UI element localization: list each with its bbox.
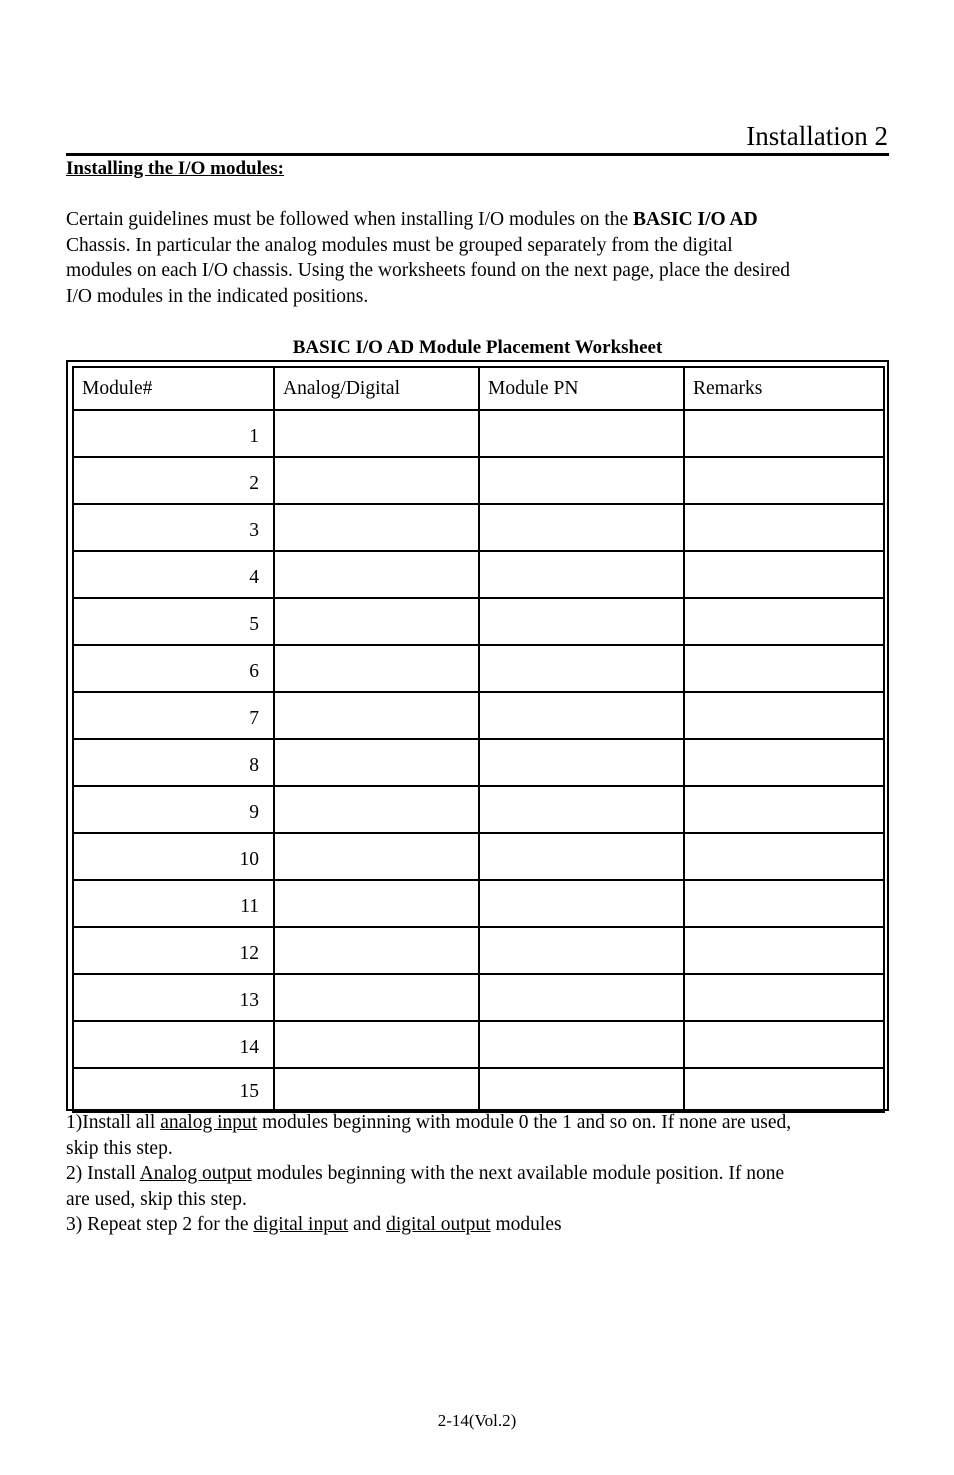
module-pn-cell[interactable] [479, 739, 684, 786]
analog-digital-cell[interactable] [274, 927, 479, 974]
module-number-cell: 13 [73, 974, 274, 1021]
step-1-line-2: skip this step. [66, 1137, 173, 1159]
table-row [73, 504, 884, 551]
remarks-cell[interactable] [684, 833, 884, 880]
analog-digital-cell[interactable] [274, 833, 479, 880]
underlined-term: analog input [160, 1112, 258, 1133]
module-number-cell: 14 [73, 1021, 274, 1068]
module-number-cell: 4 [73, 551, 274, 598]
module-number-cell: 6 [73, 645, 274, 692]
worksheet-frame [66, 360, 889, 1111]
table-row [73, 457, 884, 504]
analog-digital-cell[interactable] [274, 1068, 479, 1112]
analog-digital-cell[interactable] [274, 1021, 479, 1068]
analog-digital-cell[interactable] [274, 410, 479, 457]
remarks-cell[interactable] [684, 974, 884, 1021]
step-text: modules beginning with module 0 the 1 and so on. If none are used, [257, 1112, 792, 1133]
table-caption: BASIC I/O AD Module Placement Worksheet [292, 337, 663, 358]
module-pn-cell[interactable] [479, 974, 684, 1021]
analog-digital-cell[interactable] [274, 457, 479, 504]
analog-digital-cell[interactable] [274, 786, 479, 833]
module-pn-cell[interactable] [479, 1021, 684, 1068]
analog-digital-cell[interactable] [274, 645, 479, 692]
module-pn-cell[interactable] [479, 645, 684, 692]
remarks-cell[interactable] [684, 1021, 884, 1068]
remarks-cell[interactable] [684, 1068, 884, 1112]
module-pn-cell[interactable] [479, 833, 684, 880]
table-row [73, 410, 884, 457]
remarks-cell[interactable] [684, 692, 884, 739]
module-pn-cell[interactable] [479, 1068, 684, 1112]
table-row [73, 1068, 884, 1112]
remarks-cell[interactable] [684, 598, 884, 645]
section-heading: Installing the I/O modules: [66, 158, 285, 179]
module-number-cell: 12 [73, 927, 274, 974]
module-pn-cell[interactable] [479, 786, 684, 833]
module-number-cell: 3 [73, 504, 274, 551]
module-number-cell: 9 [73, 786, 274, 833]
underlined-term: digital output [386, 1214, 491, 1235]
analog-digital-cell[interactable] [274, 974, 479, 1021]
header-rule [66, 153, 889, 156]
step-2-line-1 [66, 1161, 896, 1187]
module-number-cell: 15 [73, 1068, 274, 1112]
analog-digital-cell[interactable] [274, 598, 479, 645]
intro-line-1 [66, 207, 896, 233]
intro-line-4: I/O modules in the indicated positions. [66, 285, 369, 307]
remarks-cell[interactable] [684, 927, 884, 974]
instructions [66, 1110, 896, 1238]
table-row [73, 1021, 884, 1068]
analog-digital-cell[interactable] [274, 504, 479, 551]
intro-line-2: Chassis. In particular the analog modules must be grouped separately from the digital [66, 234, 733, 256]
module-number-cell: 11 [73, 880, 274, 927]
remarks-cell[interactable] [684, 739, 884, 786]
module-number-cell: 2 [73, 457, 274, 504]
module-pn-cell[interactable] [479, 598, 684, 645]
intro-paragraph [66, 207, 896, 309]
module-pn-cell[interactable] [479, 880, 684, 927]
module-number-cell: 8 [73, 739, 274, 786]
module-pn-cell[interactable] [479, 410, 684, 457]
table-row [73, 551, 884, 598]
intro-text: Certain guidelines must be followed when installing I/O modules on the [66, 209, 634, 230]
step-text: 3) Repeat step 2 for the [66, 1214, 254, 1235]
remarks-cell[interactable] [684, 457, 884, 504]
page-number: 2-14(Vol.2) [437, 1411, 517, 1430]
module-number-cell: 1 [73, 410, 274, 457]
module-pn-cell[interactable] [479, 551, 684, 598]
table-row [73, 880, 884, 927]
module-pn-cell[interactable] [479, 457, 684, 504]
step-3-line-1 [66, 1212, 896, 1238]
product-name: BASIC I/O AD [633, 209, 758, 230]
step-text: modules [490, 1214, 562, 1235]
analog-digital-cell[interactable] [274, 880, 479, 927]
column-header-remarks: Remarks [684, 367, 884, 410]
table-row [73, 833, 884, 880]
table-row [73, 645, 884, 692]
remarks-cell[interactable] [684, 786, 884, 833]
module-pn-cell[interactable] [479, 927, 684, 974]
module-number-cell: 5 [73, 598, 274, 645]
table-row [73, 739, 884, 786]
column-header-module-pn: Module PN [479, 367, 684, 410]
analog-digital-cell[interactable] [274, 551, 479, 598]
table-row [73, 692, 884, 739]
step-text: 2) Install [66, 1163, 140, 1184]
intro-line-3: modules on each I/O chassis. Using the worksheets found on the next page, place the desired [66, 260, 791, 281]
underlined-term: Analog output [139, 1163, 252, 1184]
remarks-cell[interactable] [684, 410, 884, 457]
remarks-cell[interactable] [684, 551, 884, 598]
step-text: 1)Install all [66, 1112, 161, 1133]
remarks-cell[interactable] [684, 880, 884, 927]
module-number-cell: 10 [73, 833, 274, 880]
table-row [73, 598, 884, 645]
analog-digital-cell[interactable] [274, 692, 479, 739]
page-header-title: Installation 2 [746, 121, 888, 151]
table-header-row [73, 367, 884, 410]
step-2-line-2: are used, skip this step. [66, 1188, 247, 1210]
module-pn-cell[interactable] [479, 692, 684, 739]
module-pn-cell[interactable] [479, 504, 684, 551]
placement-worksheet-table [72, 366, 885, 1113]
analog-digital-cell[interactable] [274, 739, 479, 786]
column-header-analog-digital: Analog/Digital [274, 367, 479, 410]
step-text: and [348, 1214, 387, 1235]
underlined-term: digital input [253, 1214, 349, 1235]
table-row [73, 927, 884, 974]
column-header-module-number: Module# [73, 367, 274, 410]
table-row [73, 974, 884, 1021]
step-text: modules beginning with the next available module position. If none [251, 1163, 785, 1184]
remarks-cell[interactable] [684, 504, 884, 551]
module-number-cell: 7 [73, 692, 274, 739]
remarks-cell[interactable] [684, 645, 884, 692]
table-row [73, 786, 884, 833]
step-1-line-1 [66, 1110, 896, 1136]
